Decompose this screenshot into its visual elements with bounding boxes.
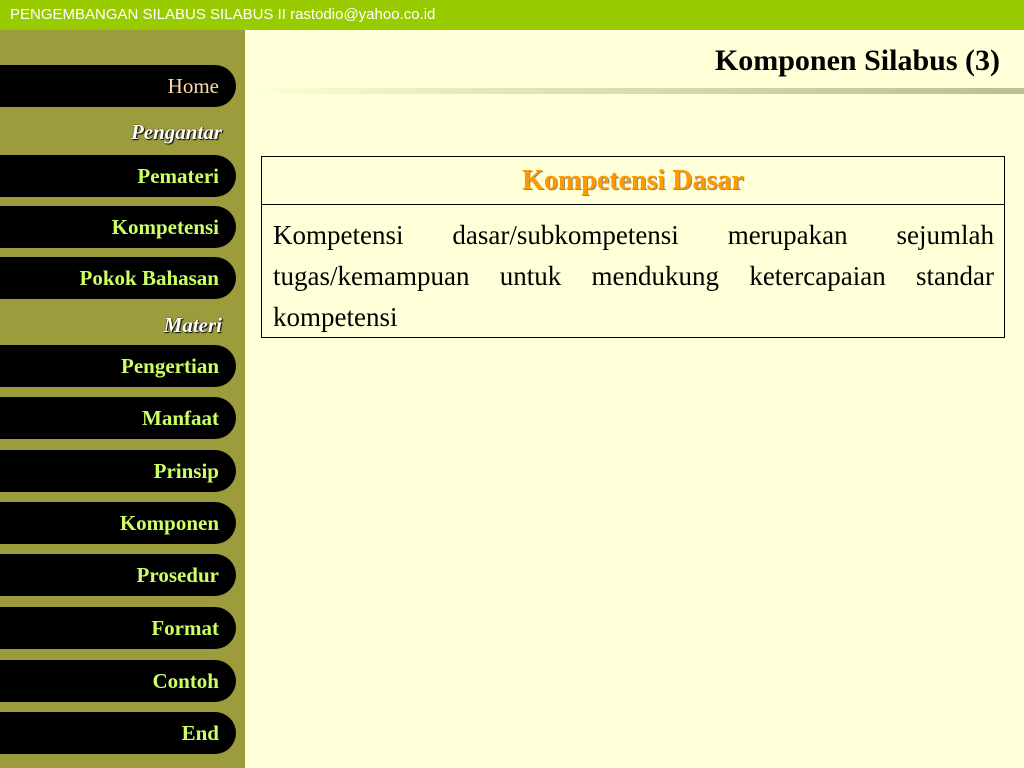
slide-title: Komponen Silabus (3) <box>714 44 1000 77</box>
table-body-cell: Kompetensi dasar/subkompetensi merupakan sejumlah tugas/kemampuan untuk mendukung ketercapaian standar kompetensi <box>273 220 994 332</box>
sidebar <box>0 30 245 768</box>
nav-komponen-button[interactable]: Komponen <box>0 502 236 544</box>
section-label-pengantar: Pengantar <box>130 120 222 144</box>
table-header-cell: Kompetensi Dasar <box>262 157 1004 205</box>
nav-manfaat-button[interactable]: Manfaat <box>0 397 236 439</box>
nav-pengertian-button[interactable]: Pengertian <box>0 345 236 387</box>
nav-pemateri-button[interactable]: Pemateri <box>0 155 236 197</box>
header-banner: PENGEMBANGAN SILABUS SILABUS II rastodio@yahoo.co.id <box>0 0 1024 30</box>
nav-contoh-button[interactable]: Contoh <box>0 660 236 702</box>
nav-kompetensi-button[interactable]: Kompetensi <box>0 206 236 248</box>
section-label-materi: Materi <box>163 313 222 337</box>
nav-prinsip-button[interactable]: Prinsip <box>0 450 236 492</box>
nav-end-button[interactable]: End <box>0 712 236 754</box>
title-divider <box>250 88 1024 94</box>
nav-home-button[interactable]: Home <box>0 65 236 107</box>
nav-format-button[interactable]: Format <box>0 607 236 649</box>
nav-pokok-bahasan-button[interactable]: Pokok Bahasan <box>0 257 236 299</box>
kompetensi-dasar-table <box>261 156 1005 338</box>
nav-prosedur-button[interactable]: Prosedur <box>0 554 236 596</box>
